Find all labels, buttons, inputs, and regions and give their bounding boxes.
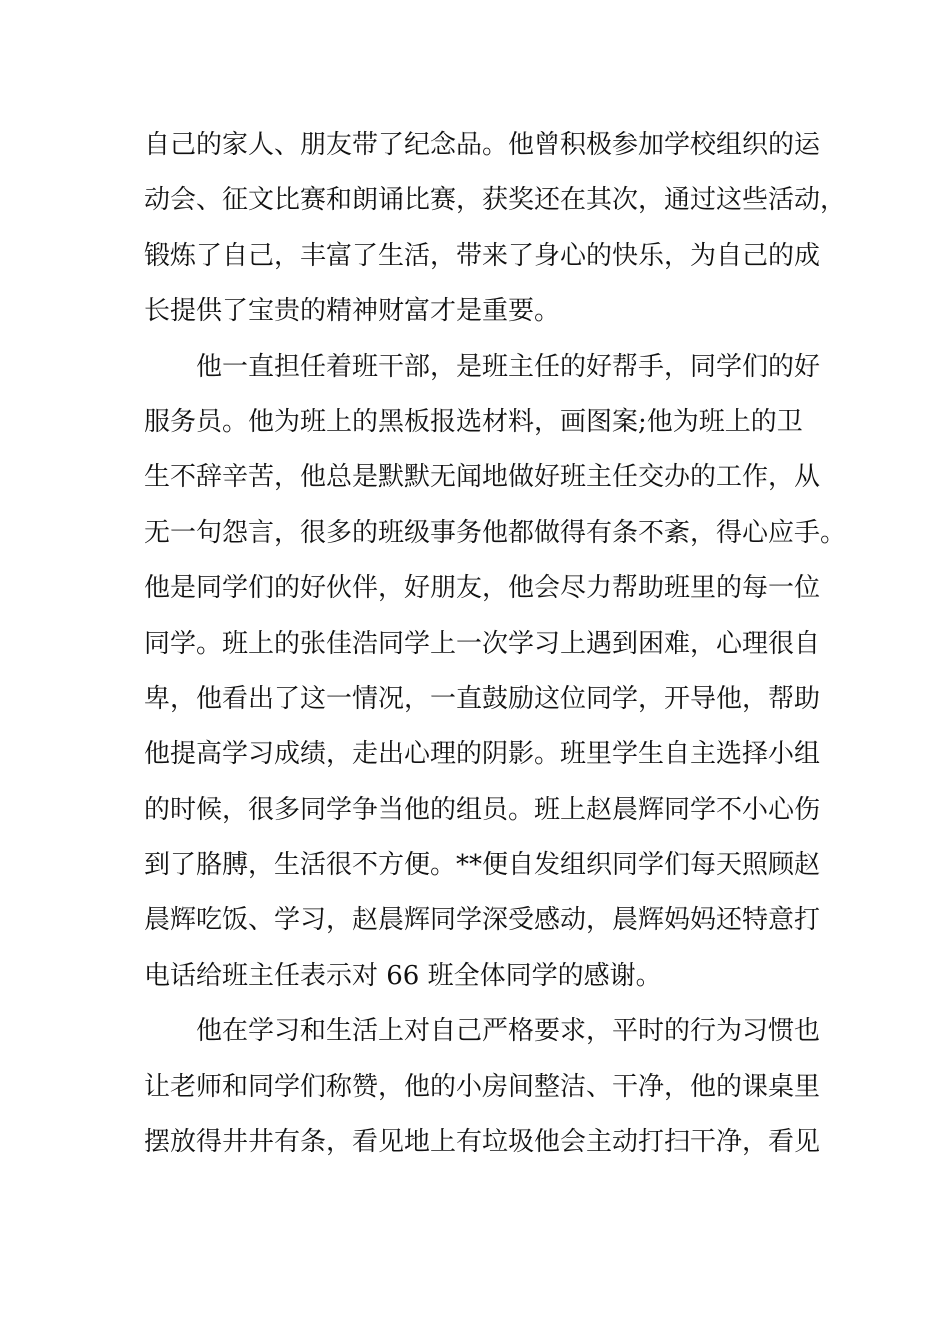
text-line: 锻炼了自己，丰富了生活，带来了身心的快乐，为自己的成 [144, 240, 821, 271]
text-line: 自己的家人、朋友带了纪念品。他曾积极参加学校组织的运 [144, 130, 821, 160]
text-line: 的时候，很多同学争当他的组员。班上赵晨辉同学不小心伤 [144, 794, 821, 825]
text-line: 电话给班主任表示对 66 班全体同学的感谢。 [144, 960, 662, 991]
text-line: 卑，他看出了这一情况，一直鼓励这位同学，开导他，帮助 [144, 683, 821, 714]
text-line: 无一句怨言，很多的班级事务他都做得有条不紊，得心应手。 [144, 517, 847, 548]
text-line: 服务员。他为班上的黑板报选材料，画图案;他为班上的卫 [144, 406, 803, 437]
text-line: 他是同学们的好伙伴，好朋友，他会尽力帮助班里的每一位 [144, 573, 821, 604]
text-line: 晨辉吃饭、学习，赵晨辉同学深受感动，晨辉妈妈还特意打 [144, 905, 821, 936]
text-line: 同学。班上的张佳浩同学上一次学习上遇到困难，心理很自 [144, 628, 821, 659]
text-line: 到了胳膊，生活很不方便。**便自发组织同学们每天照顾赵 [144, 850, 821, 881]
text-line: 摆放得井井有条，看见地上有垃圾他会主动打扫干净，看见 [144, 1127, 821, 1158]
text-line: 他一直担任着班干部，是班主任的好帮手，同学们的好 [144, 351, 821, 382]
text-line: 长提供了宝贵的精神财富才是重要。 [144, 296, 561, 327]
body-text [144, 118, 847, 1170]
text-line: 动会、征文比赛和朗诵比赛，获奖还在其次，通过这些活动， [144, 185, 847, 216]
text-line: 他在学习和生活上对自己严格要求，平时的行为习惯也 [144, 1016, 821, 1047]
text-line: 他提高学习成绩，走出心理的阴影。班里学生自主选择小组 [144, 739, 821, 770]
text-line: 让老师和同学们称赞，他的小房间整洁、干净，他的课桌里 [144, 1071, 821, 1102]
text-line: 生不辞辛苦，他总是默默无闻地做好班主任交办的工作，从 [144, 462, 821, 493]
